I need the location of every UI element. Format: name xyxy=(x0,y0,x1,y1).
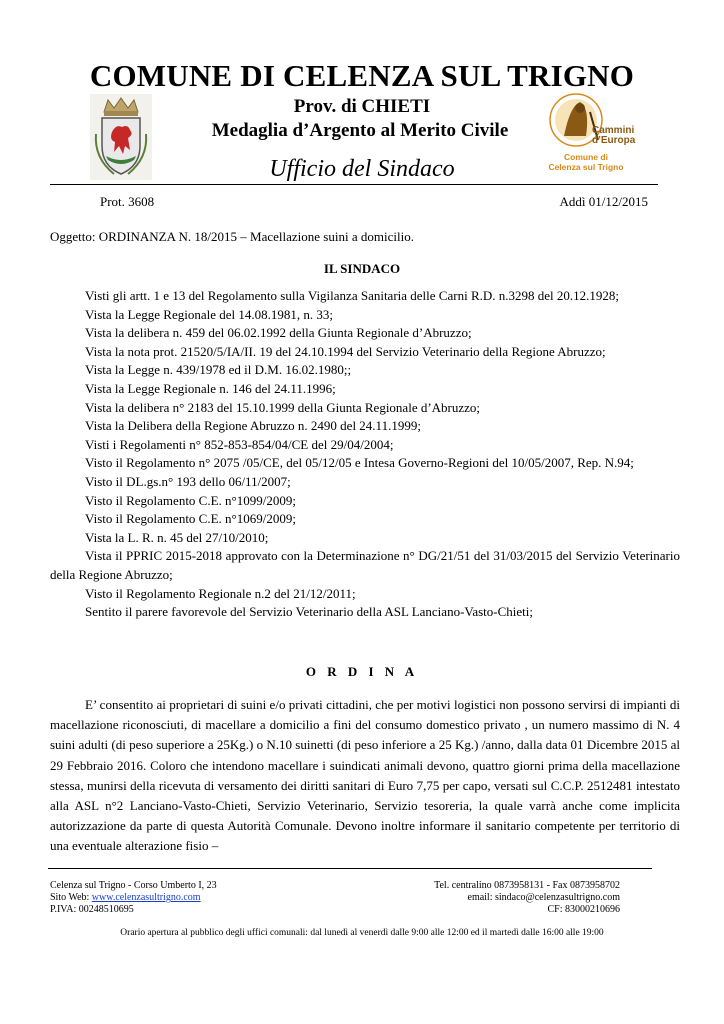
logo-line-cammini: Cammini xyxy=(592,125,635,136)
footer-phone: Tel. centralino 0873958131 - Fax 0873958702 xyxy=(434,880,620,891)
visti-list xyxy=(50,287,680,622)
medal-line: Medaglia d’Argento al Merito Civile xyxy=(211,120,509,141)
footer-piva: P.IVA: 00248510695 xyxy=(50,904,134,915)
protocol-number: Prot. 3608 xyxy=(100,194,155,209)
footer-right xyxy=(434,880,620,916)
visti-item: Sentito il parere favorevole del Servizio Veterinario della ASL Lanciano-Vasto-Chieti; xyxy=(85,604,533,620)
visti-item: Visto il Regolamento C.E. n°1099/2009; xyxy=(85,492,296,508)
document-subject: Oggetto: ORDINANZA N. 18/2015 – Macellazione suini a domicilio. xyxy=(50,229,414,244)
visti-item: Visti i Regolamenti n° 852-853-854/04/CE del 29/04/2004; xyxy=(85,436,394,452)
visti-item: Visto il Regolamento C.E. n°1069/2009; xyxy=(85,511,296,527)
visti-item: Vista la delibera n° 2183 del 15.10.1999 della Giunta Regionale d’Abruzzo; xyxy=(85,399,481,415)
visti-item: Vista la L. R. n. 45 del 27/10/2010; xyxy=(85,529,269,545)
visti-item: Vista la Legge Regionale n. 146 del 24.11.1996; xyxy=(85,380,336,396)
visti-item: Visto il Regolamento n° 2075 /05/CE, del 05/12/05 e Intesa Governo-Regioni del 10/05/2007, Rep. N.94; xyxy=(85,455,634,471)
visti-item: Visto il Regolamento Regionale n.2 del 21/12/2011; xyxy=(85,585,356,601)
visti-item: Visti gli artt. 1 e 13 del Regolamento sulla Vigilanza Sanitaria delle Carni R.D. n.3298 del 20.12.1928; xyxy=(85,288,619,303)
sindaco-heading: IL SINDACO xyxy=(323,261,401,276)
ordina-heading: O R D I N A xyxy=(305,664,419,679)
logo-line-comune: Comune di xyxy=(564,152,608,162)
coat-of-arms-icon xyxy=(90,94,152,180)
footer-cf: CF: 83000210696 xyxy=(547,904,620,915)
visti-item: Vista il PPRIC 2015-2018 approvato con la Determinazione n° DG/21/51 del 31/03/2015 del Servizio Veterinario della Regione Abruzzo; xyxy=(50,548,680,582)
footer-divider xyxy=(48,868,652,869)
footer-left xyxy=(50,880,217,916)
municipality-title: COMUNE DI CELENZA SUL TRIGNO xyxy=(89,58,635,93)
province-line: Prov. di CHIETI xyxy=(293,96,431,117)
footer-address: Celenza sul Trigno - Corso Umberto I, 23 xyxy=(50,880,217,891)
visti-item: Vista la delibera n. 459 del 06.02.1992 della Giunta Regionale d’Abruzzo; xyxy=(85,325,472,341)
footer-website xyxy=(50,892,217,904)
visti-item: Vista la Legge Regionale del 14.08.1981, n. 33; xyxy=(85,306,333,322)
visti-item: Vista la Legge n. 439/1978 ed il D.M. 16.02.1980;; xyxy=(85,362,352,378)
visti-item: Vista la nota prot. 21520/5/IA/II. 19 del 24.10.1994 del Servizio Veterinario della Regione Abruzzo; xyxy=(85,343,606,359)
visti-item: Vista la Delibera della Regione Abruzzo n. 2490 del 24.11.1999; xyxy=(85,418,421,434)
footer-web-label: Sito Web: xyxy=(50,892,92,903)
footer-email: email: sindaco@celenzasultrigno.com xyxy=(467,892,620,903)
website-link[interactable]: www.celenzasultrigno.com xyxy=(91,892,201,903)
ordinance-body: E’ consentito ai proprietari di suini e/o privati cittadini, che per motivi logistici non possono servirsi di impianti di macellazione riconosciuti, di macellare a domicilio a fini del consumo domestico privato , un numero massimo di N. 4 suini adulti (di peso superiore a 25Kg.) o N.10 suinetti (di peso inferiore a 25 Kg.) /anno, dalla data 01 Dicembre 2015 al 29 Febbraio 2016. Coloro che intendono macellare i suindicati animali devono, quattro giorni prima della macellazione stessa, munirsi della ricevuta di versamento dei diritti sanitari di Euro 7,75 per capo, versati sul C.C.P. 2512481 intestato alla ASL n°2 Lanciano-Vasto-Chieti, Servizio Veterinario, Servizio tesoreria, la quale varrà anche come implicita autorizzazione da parte di questa Autorità Comunale. Devono inoltre informare il sanitario competente per territorio di una eventuale alterazione fisio – xyxy=(50,697,680,854)
cammini-deuropa-logo-icon xyxy=(540,92,636,182)
visti-item: Visto il DL.gs.n° 193 dello 06/11/2007; xyxy=(85,473,291,489)
header-divider xyxy=(50,184,658,185)
office-hours: Orario apertura al pubblico degli uffici comunali: dal lunedì al venerdì dalle 9:00 alle 12:00 ed il martedì dalle 16:00 alle 19:00 xyxy=(120,928,604,938)
logo-line-deuropa: d’Europa xyxy=(592,135,636,146)
office-title: Ufficio del Sindaco xyxy=(269,156,455,182)
document-date: Addì 01/12/2015 xyxy=(559,194,648,209)
logo-line-celenza: Celenza sul Trigno xyxy=(548,162,624,172)
